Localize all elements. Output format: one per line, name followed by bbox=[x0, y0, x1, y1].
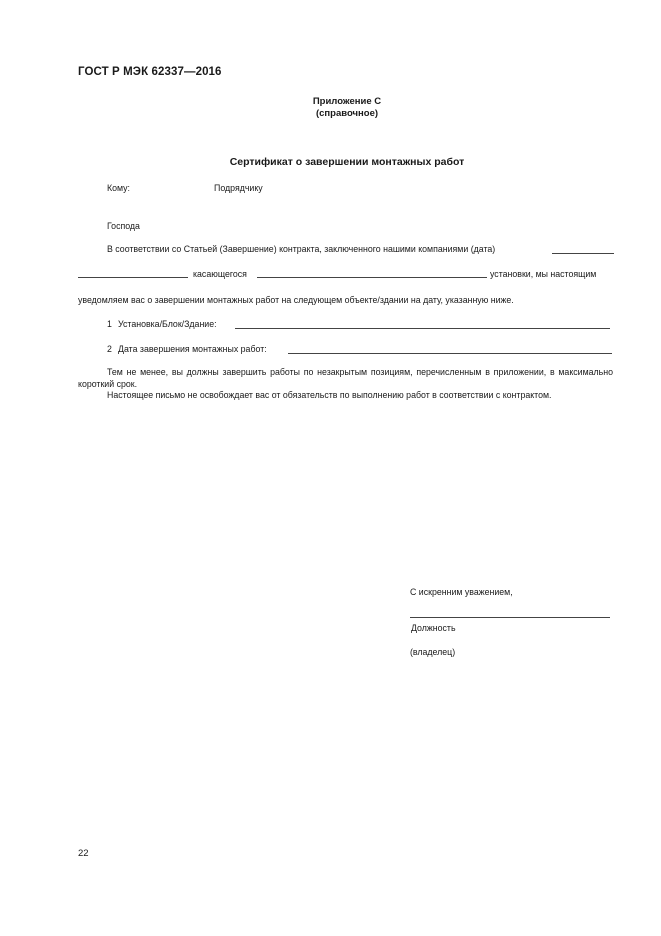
certificate-title: Сертификат о завершении монтажных работ bbox=[229, 156, 465, 168]
signature-blank bbox=[410, 617, 610, 618]
salutation: Господа bbox=[107, 221, 140, 231]
contract-date-blank-continued bbox=[78, 277, 188, 278]
position-label: Должность bbox=[411, 623, 456, 633]
page-number: 22 bbox=[78, 848, 89, 859]
item-2-blank bbox=[288, 353, 612, 354]
appendix-title: Приложение С bbox=[312, 96, 382, 107]
owner-label: (владелец) bbox=[410, 647, 456, 657]
item-2-label: Дата завершения монтажных работ: bbox=[118, 344, 267, 354]
obligations-paragraph: Настоящее письмо не освобождает вас от обязательств по выполнению работ в соответствии с контрактом. bbox=[107, 390, 552, 400]
item-1-number: 1 bbox=[107, 319, 112, 329]
closing-text: С искренним уважением, bbox=[410, 587, 513, 597]
outstanding-works-paragraph: Тем не менее, вы должны завершить работы по незакрытым позициям, перечисленным в приложении, в максимально короткий срок. bbox=[78, 367, 613, 389]
concerning-label: касающегося bbox=[193, 269, 247, 279]
document-header: ГОСТ Р МЭК 62337—2016 bbox=[78, 66, 222, 78]
contract-date-blank bbox=[552, 253, 614, 254]
notification-line: уведомляем вас о завершении монтажных работ на следующем объекте/здании на дату, указанную ниже. bbox=[78, 295, 514, 305]
item-2-number: 2 bbox=[107, 344, 112, 354]
installation-suffix: установки, мы настоящим bbox=[490, 269, 597, 279]
appendix-subtitle: (справочное) bbox=[315, 108, 379, 119]
to-label: Кому: bbox=[107, 183, 131, 193]
item-1-label: Установка/Блок/Здание: bbox=[118, 319, 217, 329]
contract-line: В соответствии со Статьей (Завершение) контракта, заключенного нашими компаниями (дата) bbox=[107, 244, 496, 254]
to-value: Подрядчику bbox=[214, 183, 263, 193]
item-1-blank bbox=[235, 328, 610, 329]
installation-blank bbox=[257, 277, 487, 278]
